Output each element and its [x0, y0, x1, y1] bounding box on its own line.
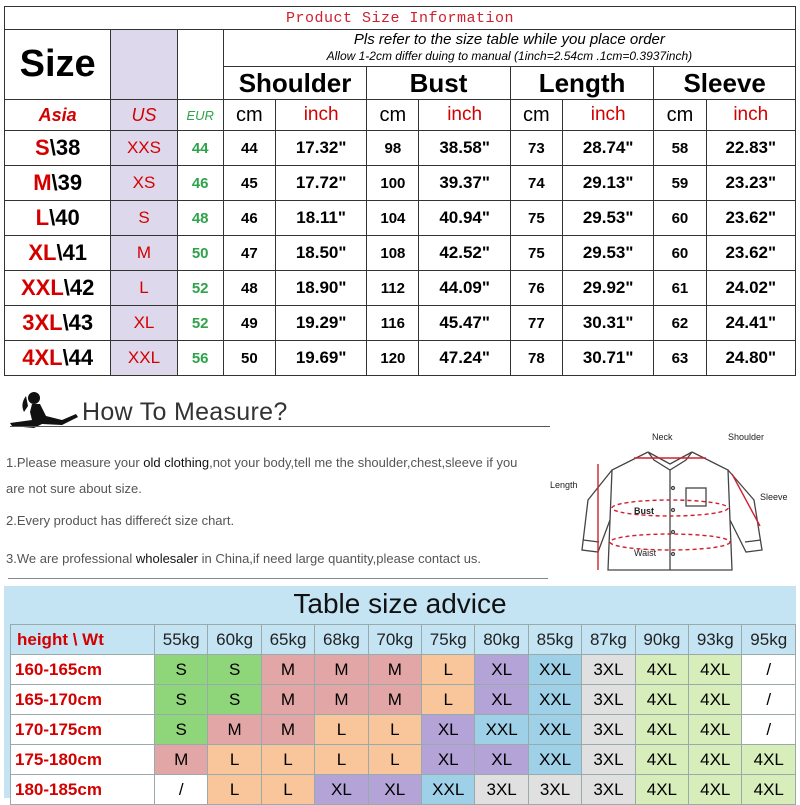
- asia-size-number: \43: [62, 310, 94, 335]
- sleeve-cm-cell: 59: [654, 166, 706, 201]
- shoulder-inch-cell: 17.32": [275, 131, 366, 166]
- asia-size-cell: [5, 236, 111, 271]
- instruction-1-text: 1.Please measure your: [6, 455, 144, 470]
- advice-size-cell: 4XL: [635, 685, 688, 715]
- advice-size-cell: L: [368, 745, 421, 775]
- advice-size-cell: L: [261, 775, 314, 805]
- length-inch-cell: 29.53": [562, 201, 653, 236]
- shoulder-cm-cell: 44: [223, 131, 275, 166]
- us-size-cell: XXS: [111, 131, 177, 166]
- height-cell: 160-165cm: [11, 655, 155, 685]
- asia-size-number: \44: [62, 345, 94, 370]
- size-table-title: Product Size Information: [5, 7, 796, 30]
- bust-inch-cell: 42.52": [419, 236, 510, 271]
- size-rows: [5, 131, 796, 376]
- advice-size-cell: XL: [422, 745, 475, 775]
- shoulder-cm-cell: 48: [223, 271, 275, 306]
- bust-inch-cell: 40.94": [419, 201, 510, 236]
- bust-inch-cell: 44.09": [419, 271, 510, 306]
- shoulder-inch-cell: 19.69": [275, 341, 366, 376]
- advice-row: [11, 655, 796, 685]
- size-row: [5, 306, 796, 341]
- eur-unit-header: EUR: [177, 100, 223, 131]
- advice-size-cell: L: [315, 745, 368, 775]
- bust-cm-cell: 120: [367, 341, 419, 376]
- bust-cm-cell: 116: [367, 306, 419, 341]
- instruction-3-text: 3.We are professional: [6, 551, 136, 566]
- shoulder-cm-cell: 50: [223, 341, 275, 376]
- advice-size-cell: XL: [422, 715, 475, 745]
- shoulder-cm-cell: 45: [223, 166, 275, 201]
- length-inch-cell: 30.71": [562, 341, 653, 376]
- us-size-cell: S: [111, 201, 177, 236]
- advice-size-cell: S: [208, 685, 261, 715]
- height-cell: 175-180cm: [11, 745, 155, 775]
- advice-size-cell: M: [368, 655, 421, 685]
- bust-inch-cell: 47.24": [419, 341, 510, 376]
- advice-size-cell: M: [261, 715, 314, 745]
- shoulder-header: Shoulder: [223, 67, 367, 100]
- advice-size-cell: 4XL: [689, 715, 742, 745]
- advice-size-cell: 4XL: [689, 775, 742, 805]
- advice-size-cell: XXL: [528, 685, 581, 715]
- asia-size-cell: [5, 271, 111, 306]
- neck-label: Neck: [652, 432, 673, 442]
- bust-label: Bust: [634, 506, 654, 516]
- size-note: [223, 30, 795, 67]
- advice-size-cell: /: [742, 685, 796, 715]
- bust-inch-cell: 38.58": [419, 131, 510, 166]
- bust-inch-header: inch: [419, 100, 510, 131]
- advice-size-cell: S: [208, 655, 261, 685]
- eur-size-cell: 52: [177, 306, 223, 341]
- sleeve-cm-cell: 58: [654, 131, 706, 166]
- height-cell: 180-185cm: [11, 775, 155, 805]
- advice-size-cell: 4XL: [689, 685, 742, 715]
- bust-inch-cell: 39.37": [419, 166, 510, 201]
- shoulder-cm-cell: 46: [223, 201, 275, 236]
- shoulder-label: Shoulder: [728, 432, 765, 442]
- advice-size-cell: 3XL: [475, 775, 528, 805]
- size-note-line2: Allow 1-2cm differ duing to manual (1inch=2.54cm .1cm=0.3937inch): [326, 49, 693, 63]
- sleeve-cm-cell: 62: [654, 306, 706, 341]
- bust-cm-cell: 112: [367, 271, 419, 306]
- length-inch-cell: 28.74": [562, 131, 653, 166]
- eur-header-blank: [177, 30, 223, 100]
- advice-size-cell: L: [422, 655, 475, 685]
- eur-size-cell: 50: [177, 236, 223, 271]
- length-cm-cell: 76: [510, 271, 562, 306]
- size-advice-table: [10, 624, 796, 805]
- bust-inch-cell: 45.47": [419, 306, 510, 341]
- advice-size-cell: XXL: [528, 715, 581, 745]
- us-size-cell: XS: [111, 166, 177, 201]
- advice-size-cell: 3XL: [582, 775, 635, 805]
- sleeve-cm-cell: 61: [654, 271, 706, 306]
- sleeve-inch-cell: 24.80": [706, 341, 796, 376]
- advice-size-cell: /: [155, 775, 208, 805]
- sleeve-cm-cell: 63: [654, 341, 706, 376]
- length-inch-cell: 30.31": [562, 306, 653, 341]
- advice-size-cell: L: [261, 745, 314, 775]
- advice-size-cell: XL: [475, 685, 528, 715]
- size-table: [4, 6, 796, 376]
- bust-cm-cell: 108: [367, 236, 419, 271]
- advice-size-cell: 4XL: [635, 775, 688, 805]
- us-size-cell: L: [111, 271, 177, 306]
- advice-size-cell: L: [208, 745, 261, 775]
- advice-size-cell: L: [315, 715, 368, 745]
- weight-header: 90kg: [635, 625, 688, 655]
- eur-size-cell: 56: [177, 341, 223, 376]
- instruction-3-bold: wholesaler: [135, 551, 198, 566]
- shoulder-inch-header: inch: [275, 100, 366, 131]
- weight-header: 75kg: [422, 625, 475, 655]
- length-cm-cell: 78: [510, 341, 562, 376]
- instruction-3: [6, 546, 481, 572]
- shoulder-cm-cell: 49: [223, 306, 275, 341]
- bottom-divider: [8, 578, 548, 579]
- waist-label: Waist: [634, 548, 657, 558]
- advice-rows: [11, 655, 796, 805]
- us-size-cell: M: [111, 236, 177, 271]
- advice-size-cell: M: [368, 685, 421, 715]
- advice-row: [11, 715, 796, 745]
- sleeve-inch-cell: 23.62": [706, 201, 796, 236]
- length-cm-cell: 75: [510, 236, 562, 271]
- shoulder-inch-cell: 19.29": [275, 306, 366, 341]
- us-unit-header: US: [111, 100, 177, 131]
- us-size-cell: XXL: [111, 341, 177, 376]
- advice-row: [11, 745, 796, 775]
- advice-row: [11, 775, 796, 805]
- advice-size-cell: XL: [475, 655, 528, 685]
- advice-size-cell: 4XL: [742, 775, 796, 805]
- shoulder-cm-header: cm: [223, 100, 275, 131]
- size-row: [5, 341, 796, 376]
- advice-size-cell: XXL: [528, 745, 581, 775]
- asia-size-number: \40: [49, 205, 80, 230]
- shirt-diagram: [548, 430, 800, 580]
- asia-size-letter: 4XL: [22, 345, 63, 370]
- length-header: Length: [510, 67, 654, 100]
- asia-size-cell: [5, 166, 111, 201]
- eur-size-cell: 46: [177, 166, 223, 201]
- asia-size-letter: L: [35, 205, 50, 230]
- bust-cm-cell: 98: [367, 131, 419, 166]
- sleeve-inch-cell: 24.41": [706, 306, 796, 341]
- length-inch-cell: 29.13": [562, 166, 653, 201]
- advice-size-cell: S: [155, 715, 208, 745]
- asia-size-letter: M: [33, 170, 52, 195]
- size-advice-panel: [4, 586, 796, 798]
- shoulder-inch-cell: 18.50": [275, 236, 366, 271]
- advice-size-cell: 4XL: [635, 715, 688, 745]
- height-cell: 165-170cm: [11, 685, 155, 715]
- bust-cm-cell: 100: [367, 166, 419, 201]
- shoulder-inch-cell: 18.90": [275, 271, 366, 306]
- advice-size-cell: XL: [315, 775, 368, 805]
- weight-header: 85kg: [528, 625, 581, 655]
- advice-size-cell: XL: [475, 745, 528, 775]
- size-row: [5, 131, 796, 166]
- advice-size-cell: M: [261, 685, 314, 715]
- size-row: [5, 271, 796, 306]
- size-row: [5, 166, 796, 201]
- advice-size-cell: M: [261, 655, 314, 685]
- sleeve-inch-cell: 23.23": [706, 166, 796, 201]
- us-size-cell: XL: [111, 306, 177, 341]
- weight-header: 68kg: [315, 625, 368, 655]
- asia-size-letter: S: [35, 135, 50, 160]
- how-to-measure-section: [0, 388, 800, 588]
- shoulder-inch-cell: 17.72": [275, 166, 366, 201]
- advice-size-cell: /: [742, 655, 796, 685]
- advice-size-cell: 3XL: [582, 745, 635, 775]
- sleeve-cm-cell: 60: [654, 236, 706, 271]
- asia-size-number: \42: [63, 275, 95, 300]
- advice-size-cell: L: [422, 685, 475, 715]
- shoulder-cm-cell: 47: [223, 236, 275, 271]
- asia-size-number: \41: [56, 240, 88, 265]
- advice-size-cell: M: [208, 715, 261, 745]
- instruction-1-rest: ,not your body,tell me the shoulder,chest,sleeve if you: [209, 455, 518, 470]
- sleeve-inch-cell: 22.83": [706, 131, 796, 166]
- instruction-3-rest: in China,if need large quantity,please contact us.: [198, 551, 482, 566]
- height-cell: 170-175cm: [11, 715, 155, 745]
- size-row: [5, 201, 796, 236]
- advice-size-cell: XXL: [422, 775, 475, 805]
- instruction-2: 2.Every product has differećt size chart.: [6, 513, 235, 528]
- advice-size-cell: M: [315, 685, 368, 715]
- asia-size-number: \39: [51, 170, 83, 195]
- asia-size-letter: XXL: [20, 275, 64, 300]
- weight-header: 93kg: [689, 625, 742, 655]
- advice-size-cell: 4XL: [689, 745, 742, 775]
- length-inch-cell: 29.53": [562, 236, 653, 271]
- advice-size-cell: S: [155, 655, 208, 685]
- asia-size-cell: [5, 341, 111, 376]
- shoulder-inch-cell: 18.11": [275, 201, 366, 236]
- advice-size-cell: M: [315, 655, 368, 685]
- sleeve-label: Sleeve: [760, 492, 788, 502]
- length-inch-header: inch: [562, 100, 653, 131]
- instruction-1: [6, 450, 517, 476]
- advice-size-cell: XXL: [475, 715, 528, 745]
- sleeve-cm-header: cm: [654, 100, 706, 131]
- eur-size-cell: 52: [177, 271, 223, 306]
- size-note-line1: Pls refer to the size table while you place order: [353, 31, 665, 48]
- length-inch-cell: 29.92": [562, 271, 653, 306]
- sleeve-header: Sleeve: [654, 67, 796, 100]
- bust-header: Bust: [367, 67, 511, 100]
- advice-size-cell: L: [208, 775, 261, 805]
- eur-size-cell: 44: [177, 131, 223, 166]
- length-label: Length: [550, 480, 578, 490]
- advice-row: [11, 685, 796, 715]
- advice-title: Table size advice: [293, 588, 507, 619]
- advice-size-cell: 3XL: [528, 775, 581, 805]
- bust-cm-cell: 104: [367, 201, 419, 236]
- advice-size-cell: 3XL: [582, 715, 635, 745]
- advice-header-row: [11, 625, 796, 655]
- title-divider: [10, 426, 550, 427]
- sleeve-inch-header: inch: [706, 100, 796, 131]
- weight-header: 65kg: [261, 625, 314, 655]
- length-cm-cell: 73: [510, 131, 562, 166]
- length-cm-header: cm: [510, 100, 562, 131]
- measure-title: How To Measure?: [82, 398, 288, 426]
- length-cm-cell: 75: [510, 201, 562, 236]
- sleeve-inch-cell: 24.02": [706, 271, 796, 306]
- us-header-blank: [111, 30, 177, 100]
- bust-cm-header: cm: [367, 100, 419, 131]
- advice-size-cell: XXL: [528, 655, 581, 685]
- asia-size-letter: 3XL: [22, 310, 63, 335]
- asia-size-cell: [5, 201, 111, 236]
- advice-size-cell: 3XL: [582, 655, 635, 685]
- advice-size-cell: 4XL: [635, 745, 688, 775]
- advice-size-cell: XL: [368, 775, 421, 805]
- weight-header: 80kg: [475, 625, 528, 655]
- asia-size-cell: [5, 131, 111, 166]
- length-cm-cell: 77: [510, 306, 562, 341]
- asia-unit-header: Asia: [5, 100, 111, 131]
- weight-header: 55kg: [155, 625, 208, 655]
- instruction-1-cont: are not sure about size.: [6, 481, 142, 496]
- asia-size-cell: [5, 306, 111, 341]
- sleeve-inch-cell: 23.62": [706, 236, 796, 271]
- asia-size-letter: XL: [28, 240, 57, 265]
- advice-size-cell: /: [742, 715, 796, 745]
- eur-size-cell: 48: [177, 201, 223, 236]
- advice-size-cell: M: [155, 745, 208, 775]
- advice-size-cell: 4XL: [635, 655, 688, 685]
- advice-size-cell: 3XL: [582, 685, 635, 715]
- advice-size-cell: 4XL: [742, 745, 796, 775]
- weight-header: 95kg: [742, 625, 796, 655]
- weight-header: 60kg: [208, 625, 261, 655]
- size-row: [5, 236, 796, 271]
- asia-size-number: \38: [49, 135, 81, 160]
- sleeve-cm-cell: 60: [654, 201, 706, 236]
- height-weight-header: height \ Wt: [11, 625, 155, 655]
- advice-size-cell: L: [368, 715, 421, 745]
- advice-size-cell: 4XL: [689, 655, 742, 685]
- length-cm-cell: 74: [510, 166, 562, 201]
- size-header: Size: [5, 30, 111, 100]
- advice-size-cell: S: [155, 685, 208, 715]
- instruction-1-bold: old clothing: [143, 455, 210, 470]
- weight-header: 70kg: [368, 625, 421, 655]
- weight-header: 87kg: [582, 625, 635, 655]
